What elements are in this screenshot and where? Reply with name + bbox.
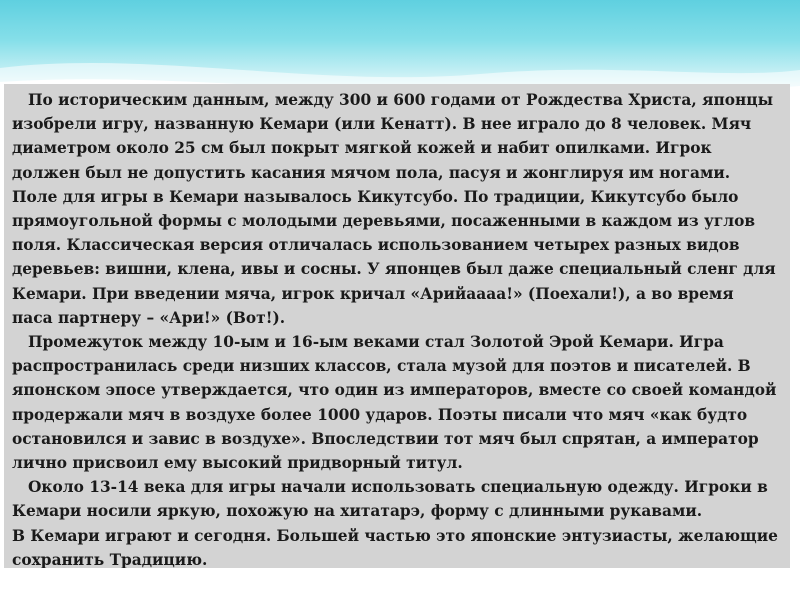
paragraph-clothing: Около 13-14 века для игры начали использовать специальную одежду. Игроки в Кемари носили яркую, похожую на хитатарэ, форму с длинными рукавами.	[12, 478, 768, 521]
paragraph-golden-era: Промежуток между 10-ым и 16-ым веками стал Золотой Эрой Кемари. Игра распространилась среди низших классов, стала музой для поэтов и писателей. В японском эпосе утверждается, что один из императоров, вместе со своей командой продержали мяч в воздухе более 1000 ударов. Поэты писали что мяч «как будто остановился и завис в воздухе». Впоследствии тот мяч был спрятан, а император лично присвоил ему высокий придворный титул.	[12, 333, 777, 473]
paragraph-today: В Кемари играют и сегодня. Большей частью это японские энтузиасты, желающие сохранить Традицию.	[12, 526, 778, 568]
paragraph-history: По историческим данным, между 300 и 600 годами от Рождества Христа, японцы изобрели игру, названную Кемари (или Кенатт). В нее играло до 8 человек. Мяч диаметром около 25 см был покрыт мягкой кожей и набит опилками. Игрок должен был не допустить касания мячом пола, пасуя и жонглируя им ногами. Поле для игры в Кемари называлось Кикутсубо. По традиции, Кикутсубо было прямоугольной формы с молодыми деревьями, посаженными в каждом из углов поля. Классическая версия отличалась использованием четырех разных видов деревьев: вишни, клена, ивы и сосны. У японцев был даже специальный сленг для Кемари. При введении мяча, игрок кричал «Арийаааа!» (Поехали!), а во время паса партнеру – «Ари!» (Вот!).	[12, 91, 776, 327]
main-text-box	[4, 84, 790, 568]
